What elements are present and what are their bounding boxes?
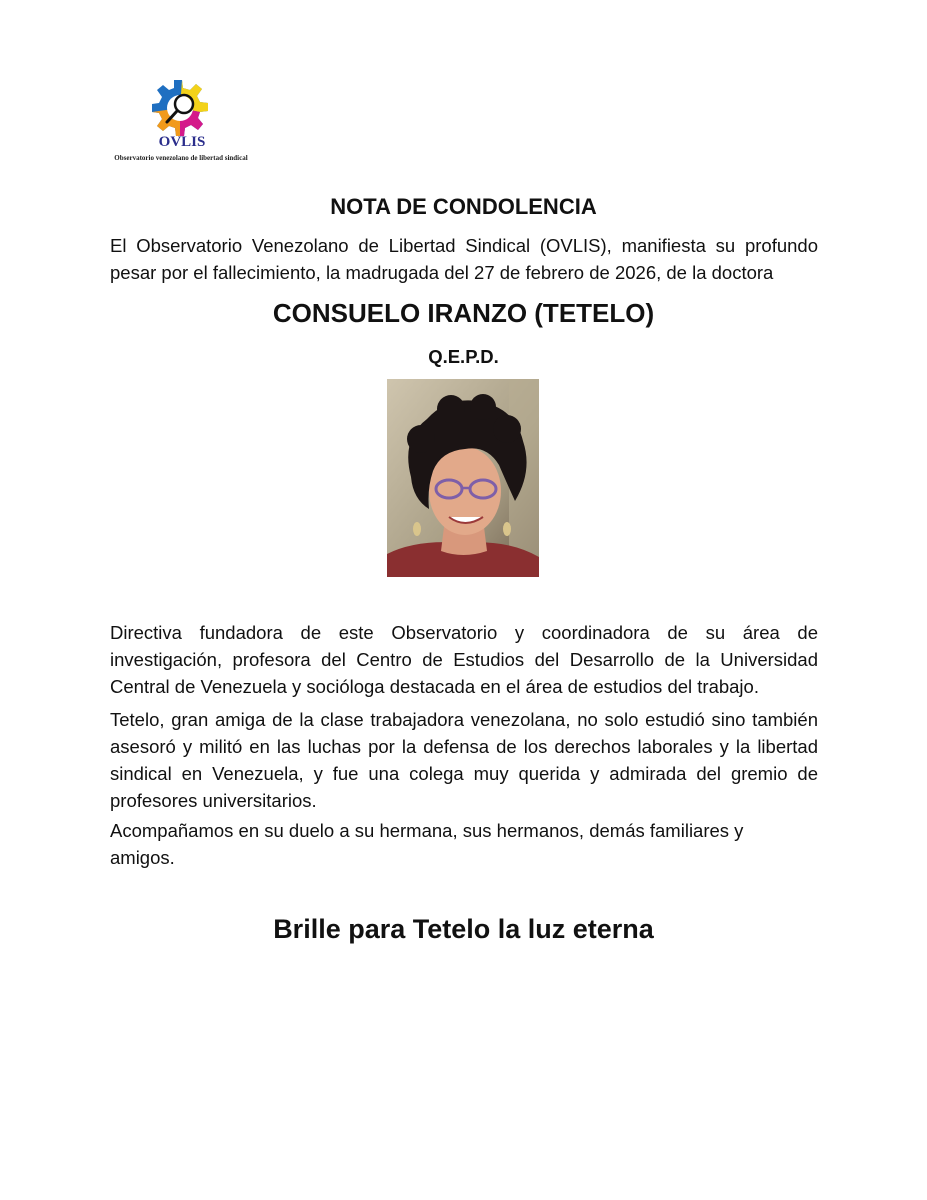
paragraph-line: Directiva fundadora de este Observatorio y coordinadora de su área de xyxy=(110,622,818,643)
paragraph-line: Central de Venezuela y socióloga destacada en el área de estudios del trabajo. xyxy=(110,676,759,697)
deceased-name: CONSUELO IRANZO (TETELO) xyxy=(272,298,655,328)
paragraph-line: asesoró y militó en las luchas por la defensa de los derechos laborales y la libertad xyxy=(110,736,818,757)
paragraph-2 xyxy=(110,706,818,814)
paragraph-line: profesores universitarios. xyxy=(110,790,317,811)
paragraph-line: Acompañamos en su duelo a su hermana, sus hermanos, demás familiares y xyxy=(110,820,744,841)
paragraph-line: amigos. xyxy=(110,847,175,868)
gear-magnifier-icon xyxy=(112,62,250,157)
logo-text: OVLIS xyxy=(158,134,206,150)
qepd-label: Q.E.P.D. xyxy=(428,346,499,367)
intro-line: El Observatorio Venezolano de Libertad Sindical (OVLIS), manifiesta su profundo xyxy=(110,235,818,256)
document-title: NOTA DE CONDOLENCIA xyxy=(330,194,597,219)
intro-paragraph xyxy=(110,232,818,286)
paragraph-line: sindical en Venezuela, y fue una colega muy querida y admirada del gremio de xyxy=(110,763,818,784)
ovlis-logo xyxy=(112,62,250,187)
paragraph-3 xyxy=(110,817,818,871)
paragraph-line: investigación, profesora del Centro de Estudios del Desarrollo de la Universidad xyxy=(110,649,818,670)
paragraph-line: Tetelo, gran amiga de la clase trabajadora venezolana, no solo estudió sino también xyxy=(110,709,818,730)
closing-phrase: Brille para Tetelo la luz eterna xyxy=(273,914,654,944)
paragraph-1 xyxy=(110,619,818,700)
logo-caption: Observatorio venezolano de libertad sindical xyxy=(114,154,248,162)
portrait-photo xyxy=(387,379,539,577)
intro-line: pesar por el fallecimiento, la madrugada del 27 de febrero de 2026, de la doctora xyxy=(110,262,774,283)
